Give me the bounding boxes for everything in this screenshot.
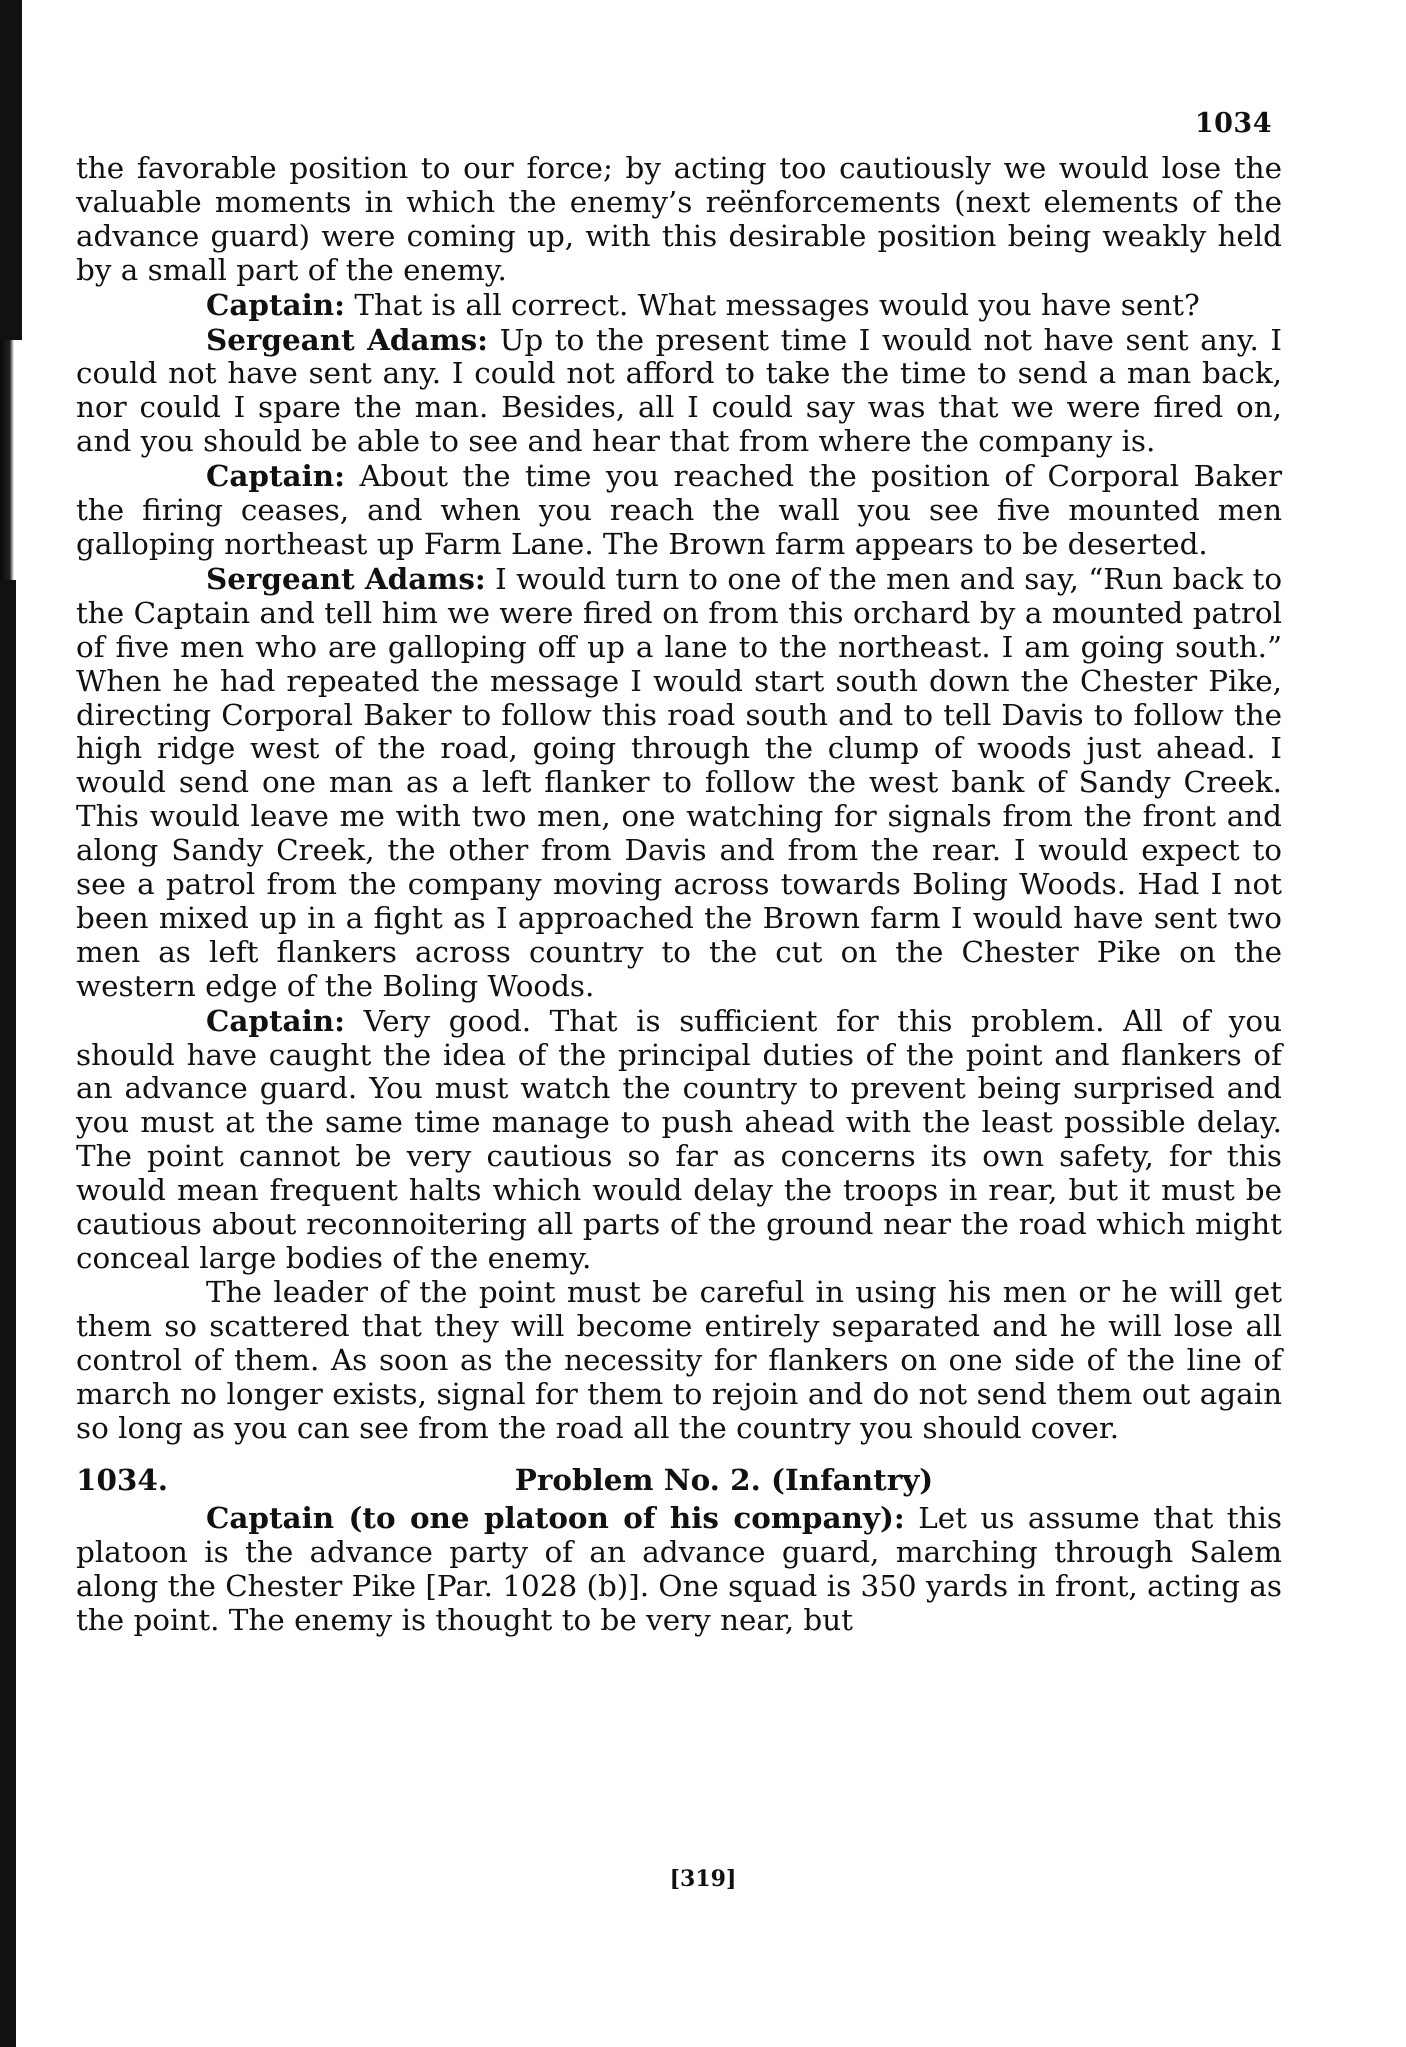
speaker-label: Captain: <box>206 458 345 494</box>
paragraph <box>76 1501 1282 1638</box>
speaker-label: Captain (to one platoon of his company): <box>206 1500 905 1536</box>
paragraph-text: I would turn to one of the men and say, “Run back to the Captain and tell him we were fired on from this orchard by a mounted patrol of five men who are galloping off up a lane to the northeast. I am going south.” When he had repeated the message I would start south down the Chester Pike, directing Corporal Baker to follow this road south and to tell Davis to follow the high ridge west of the road, going through the clump of woods just ahead. I would send one man as a left flanker to follow the west bank of Sandy Creek. This would leave me with two men, one watching for signals from the front and along Sandy Creek, the other from Davis and from the rear. I would expect to see a patrol from the company moving across towards Boling Woods. Had I not been mixed up in a fight as I approached the Brown farm I would have sent two men as left flankers across country to the cut on the Chester Pike on the western edge of the Boling Woods. <box>76 561 1283 1003</box>
paragraph <box>76 1004 1282 1276</box>
paragraph-text: the favorable position to our force; by acting too cautiously we would lose the valuable moments in which the enemy’s reënforcements (next elements of the advance guard) were coming up, with this desirable position being weakly held by a small part of the enemy. <box>76 151 1282 287</box>
page-footer-number: [319] <box>669 1866 737 1892</box>
paragraph <box>76 288 1282 323</box>
paragraph <box>76 1276 1282 1446</box>
speaker-label: Captain: <box>206 1002 345 1038</box>
paragraph-text: About the time you reached the position of Corporal Baker the firing ceases, and when you reach the wall you see five mounted men galloping northeast up Farm Lane. The Brown farm appears to be deserted. <box>76 459 1282 561</box>
paragraph-text: Very good. That is sufficient for this problem. All of you should have caught the idea of the principal duties of the point and flankers of an advance guard. You must watch the country to prevent being surprised and you must at the same time manage to push ahead with the least possible delay. The point cannot be very cautious so far as concerns its own safety, for this would mean frequent halts which would delay the troops in rear, but it must be cautious about reconnoitering all parts of the ground near the road which might conceal large bodies of the enemy. <box>76 1003 1283 1275</box>
paragraph <box>76 459 1282 562</box>
section-heading <box>76 1463 1282 1497</box>
paragraph-text: Up to the present time I would not have sent any. I could not have sent any. I could not afford to take the time to send a man back, nor could I spare the man. Besides, all I could say was that we were fired on, and you should be able to see and hear that from where the company is. <box>76 322 1282 459</box>
speaker-label: Sergeant Adams: <box>206 560 486 596</box>
speaker-label: Captain: <box>206 286 345 322</box>
page-body <box>76 152 1282 1638</box>
paragraph-text: Let us assume that this platoon is the advance party of an advance guard, marching through Salem along the Chester Pike [Par. 1028 (b)]. One squad is 350 yards in front, acting as the point. The enemy is thought to be very near, but <box>76 1501 1283 1638</box>
paragraph-text: That is all correct. What messages would you have sent? <box>354 287 1200 322</box>
page-header-number: 1034 <box>1194 108 1272 139</box>
binding-shadow <box>0 580 16 2047</box>
paragraph <box>76 152 1282 288</box>
paragraph-text: The leader of the point must be careful in using his men or he will get them so scattered that they will become entirely separated and he will lose all control of them. As soon as the necessity for flankers on one side of the line of march no longer exists, signal for them to rejoin and do not send them out again so long as you can see from the road all the country you should cover. <box>76 1274 1282 1445</box>
paragraph <box>76 323 1282 460</box>
section-title: Problem No. 2. (Infantry) <box>514 1462 934 1498</box>
paragraph <box>76 562 1282 1004</box>
section-number: 1034. <box>76 1462 169 1498</box>
speaker-label: Sergeant Adams: <box>206 321 489 357</box>
binding-shadow <box>0 0 22 340</box>
